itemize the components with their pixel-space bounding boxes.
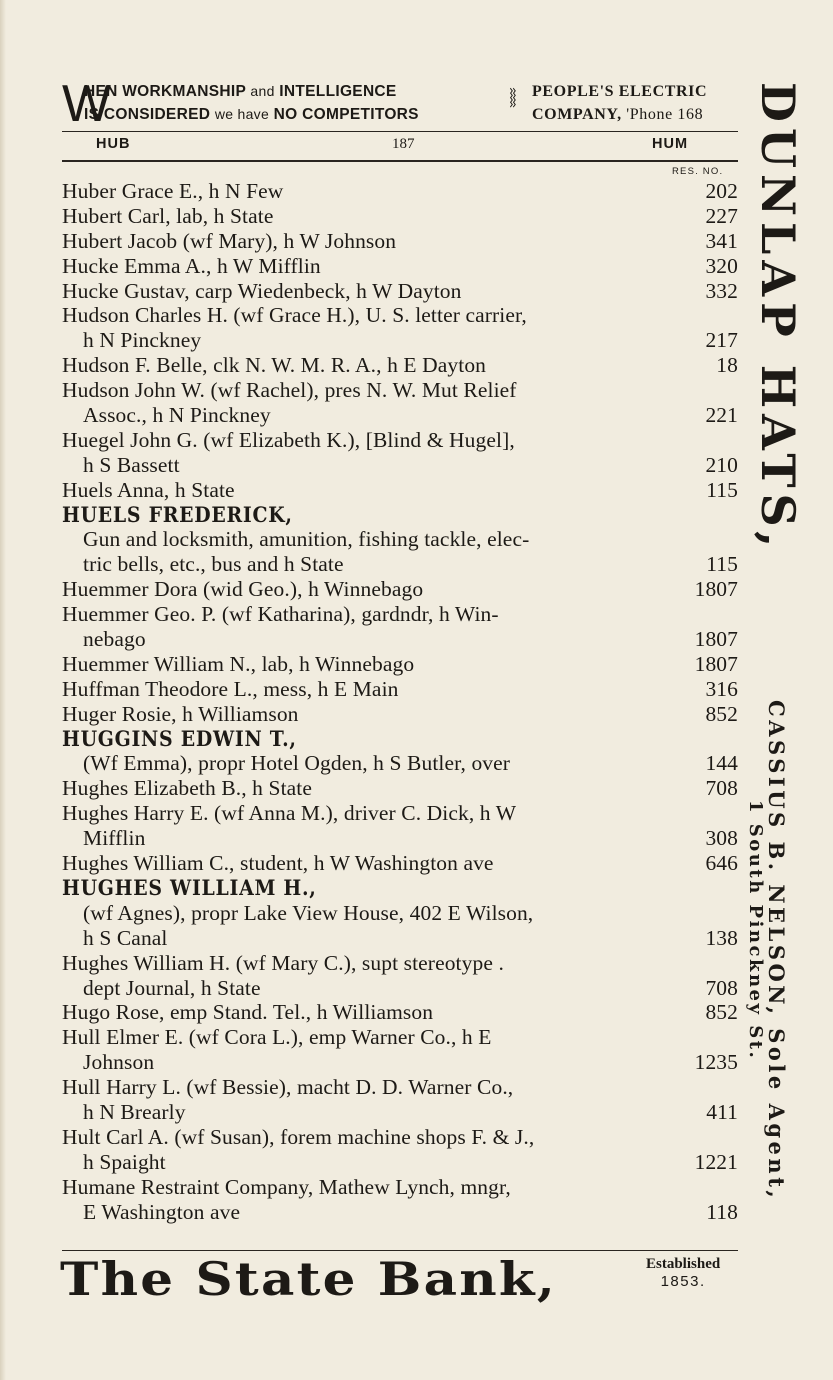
listing-line (62, 478, 738, 503)
listing-text: tric bells, etc., bus and h State (83, 552, 344, 577)
listing-text: Hughes Elizabeth B., h State (62, 776, 312, 801)
established-label: Established (646, 1256, 721, 1272)
footer-rule (62, 1250, 738, 1251)
listing-res-number: 144 (705, 751, 738, 776)
listing-line (62, 1100, 738, 1125)
header-ad-left-line1: HEN WORKMANSHIP and INTELLIGENCE (84, 83, 397, 100)
listing-line (62, 1025, 738, 1050)
listing-line (62, 378, 738, 403)
listing-text: Mifflin (83, 826, 146, 851)
listing-line (62, 1200, 738, 1225)
header-ad-left (84, 80, 419, 126)
listing-text: Huemmer William N., lab, h Winnebago (62, 651, 415, 676)
listing-res-number: 308 (705, 826, 738, 851)
listing-line (62, 1000, 738, 1025)
listing-res-number: 217 (705, 328, 738, 353)
listing-text: Hull Harry L. (wf Bessie), macht D. D. Warner Co., (62, 1075, 514, 1100)
header-ad-left-line2: IS CONSIDERED we have NO COMPETITORS (84, 106, 419, 123)
listing-line (62, 951, 738, 976)
listing-line (62, 801, 738, 826)
listing-text: Gun and locksmith, amunition, fishing tackle, elec- (83, 527, 530, 552)
listing-text: (wf Agnes), propr Lake View House, 402 E Wilson, (83, 900, 534, 925)
listing-res-number: 1807 (694, 577, 738, 602)
listing-line (62, 976, 738, 1001)
guide-word-left: HUB (96, 136, 131, 152)
listing-res-number: 115 (706, 477, 738, 502)
listing-line (62, 577, 738, 602)
column-heading: RES. NO. (672, 166, 724, 177)
listing-line (62, 552, 738, 577)
listing-text: HUGGINS EDWIN T., (62, 725, 297, 751)
listing-res-number: 115 (706, 552, 738, 577)
listing-text: Huber Grace E., h N Few (62, 179, 284, 203)
listing-text: (Wf Emma), propr Hotel Ogden, h S Butler, over (83, 751, 511, 776)
listing-text: Huffman Theodore L., mess, h E Main (62, 676, 399, 701)
listing-line (62, 602, 738, 627)
listing-heading (62, 503, 738, 528)
listing-text: Humane Restraint Company, Mathew Lynch, mngr, (62, 1174, 511, 1199)
listing-res-number: 852 (705, 701, 738, 726)
header-ad-right-line2: COMPANY, 'Phone 168 (532, 106, 704, 123)
listing-res-number: 1235 (694, 1050, 738, 1075)
listing-text: Assoc., h N Pinckney (83, 403, 271, 428)
listing-res-number: 118 (706, 1199, 738, 1224)
header-ad-right-line1: PEOPLE'S ELECTRIC (532, 83, 708, 100)
listing-res-number: 221 (705, 403, 738, 428)
listing-line (62, 527, 738, 552)
listing-res-number: 138 (705, 925, 738, 950)
page-edge (0, 0, 6, 1380)
listing-line (62, 179, 738, 204)
listing-text: Huegel John G. (wf Elizabeth K.), [Blind & Hugel], (62, 427, 515, 452)
listing-text: Hudson F. Belle, clk N. W. M. R. A., h E Dayton (62, 353, 487, 378)
listing-line (62, 1050, 738, 1075)
listing-res-number: 852 (705, 1000, 738, 1025)
side-ad-headline: DUNLAP HATS, (751, 82, 805, 554)
listing-text: Johnson (83, 1050, 155, 1075)
listing-text: Hughes Harry E. (wf Anna M.), driver C. Dick, h W (62, 801, 517, 826)
header-bracket-icon: ⧚ (509, 81, 517, 114)
header-rule (62, 131, 738, 132)
listing-line (62, 1150, 738, 1175)
listing-heading (62, 727, 738, 752)
listing-res-number: 320 (705, 253, 738, 278)
listing-res-number: 708 (705, 776, 738, 801)
listing-line (62, 328, 738, 353)
established-year: 1853. (660, 1273, 706, 1290)
listing-text: Hughes William C., student, h W Washington ave (62, 851, 494, 876)
listing-res-number: 202 (705, 179, 738, 203)
listing-res-number: 1807 (694, 651, 738, 676)
listing-text: Hughes William H. (wf Mary C.), supt stereotype . (62, 950, 504, 975)
listing-text: Hucke Emma A., h W Mifflin (62, 253, 321, 278)
listing-heading (62, 876, 738, 901)
listing-text: h S Bassett (83, 452, 180, 477)
guide-word-right: HUM (652, 136, 689, 152)
side-ad-address: 1 South Pinckney St. (745, 800, 766, 1061)
listing-res-number: 708 (705, 975, 738, 1000)
listing-res-number: 332 (705, 278, 738, 303)
listing-line (62, 677, 738, 702)
listing-line (62, 1175, 738, 1200)
listing-line (62, 851, 738, 876)
listing-text: h Spaight (83, 1149, 166, 1174)
listing-line (62, 403, 738, 428)
directory-listings (62, 179, 738, 1224)
listing-res-number: 646 (705, 851, 738, 876)
listing-text: Hucke Gustav, carp Wiedenbeck, h W Dayton (62, 278, 462, 303)
listing-text: E Washington ave (83, 1199, 241, 1224)
listing-res-number: 18 (716, 353, 738, 378)
listing-text: h N Brearly (83, 1099, 186, 1124)
listing-text: HUGHES WILLIAM H., (62, 874, 317, 900)
side-ad-agent: CASSIUS B. NELSON, Sole Agent, (764, 700, 789, 1202)
listing-line (62, 926, 738, 951)
listing-text: dept Journal, h State (83, 975, 261, 1000)
listing-line (62, 453, 738, 478)
listing-line (62, 1125, 738, 1150)
listing-text: Hubert Carl, lab, h State (62, 203, 274, 228)
listing-res-number: 341 (705, 228, 738, 253)
listing-text: Hugo Rose, emp Stand. Tel., h Williamson (62, 1000, 434, 1025)
listing-line (62, 776, 738, 801)
page-number: 187 (392, 136, 415, 152)
listing-line (62, 1075, 738, 1100)
listing-res-number: 1807 (694, 627, 738, 652)
listing-line (62, 751, 738, 776)
listing-text: h S Canal (83, 925, 168, 950)
listing-text: Huels Anna, h State (62, 477, 235, 502)
listing-line (62, 652, 738, 677)
listing-text: nebago (83, 627, 146, 652)
listing-text: h N Pinckney (83, 328, 202, 353)
listing-line (62, 353, 738, 378)
header-ad-right (532, 80, 707, 126)
listing-text: Hull Elmer E. (wf Cora L.), emp Warner Co., h E (62, 1025, 492, 1050)
listing-res-number: 316 (705, 676, 738, 701)
listing-line (62, 627, 738, 652)
listing-line (62, 204, 738, 229)
listing-text: Huemmer Geo. P. (wf Katharina), gardndr, h Win- (62, 602, 499, 627)
listing-res-number: 411 (706, 1099, 738, 1124)
listing-text: Huemmer Dora (wid Geo.), h Winnebago (62, 577, 424, 602)
bank-name: The State Bank, (60, 1252, 558, 1306)
listing-line (62, 702, 738, 727)
listing-line (62, 826, 738, 851)
listing-res-number: 227 (705, 203, 738, 228)
listing-text: Hubert Jacob (wf Mary), h W Johnson (62, 228, 397, 253)
header-rule-bottom (62, 160, 738, 162)
header-initial-letter: W (62, 75, 110, 133)
listing-res-number: 210 (705, 452, 738, 477)
listing-text: Hudson John W. (wf Rachel), pres N. W. Mut Relief (62, 378, 517, 403)
established-note (646, 1256, 720, 1290)
listing-line (62, 229, 738, 254)
listing-text: Huger Rosie, h Williamson (62, 701, 299, 726)
listing-line (62, 279, 738, 304)
listing-line (62, 254, 738, 279)
listing-text: Hult Carl A. (wf Susan), forem machine shops F. & J., (62, 1124, 535, 1149)
listing-text: HUELS FREDERICK, (62, 501, 293, 527)
listing-res-number: 1221 (694, 1149, 738, 1174)
listing-line (62, 428, 738, 453)
listing-line (62, 901, 738, 926)
listing-text: Hudson Charles H. (wf Grace H.), U. S. letter carrier, (62, 303, 527, 328)
listing-line (62, 303, 738, 328)
